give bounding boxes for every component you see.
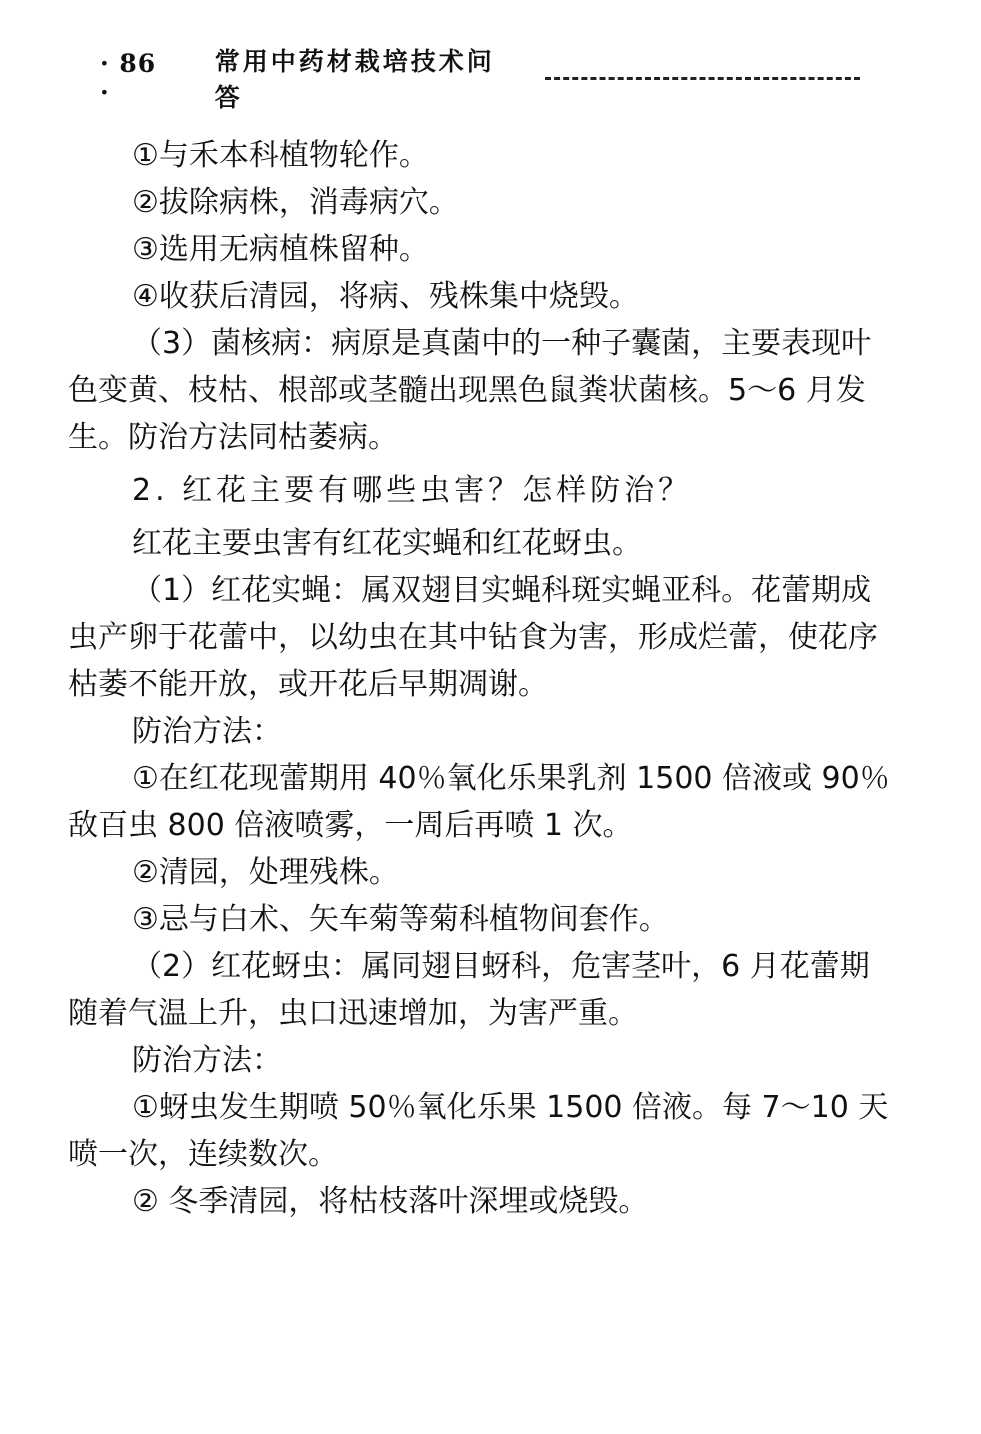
paragraph: 防治方法： — [132, 1043, 282, 1078]
book-title: 常用中药材栽培技术问答 — [214, 47, 495, 112]
paragraph: （3）菌核病：病原是真菌中的一种子囊菌，主要表现叶色变黄、枝枯、根部或茎髓出现黑色鼠粪状菌核。5～6 月发生。防治方法同枯萎病。 — [68, 326, 872, 455]
page-number: · 86 · — [100, 49, 157, 107]
paragraph: 红花主要虫害有红花实蝇和红花蚜虫。 — [132, 526, 642, 561]
section-question: 2. 红花主要有哪些虫害？怎样防治？ — [132, 473, 693, 508]
body-text — [68, 132, 894, 1225]
paragraph: ①与禾本科植物轮作。 — [132, 138, 429, 173]
paragraph: ③选用无病植株留种。 — [132, 232, 429, 267]
paragraph: （2）红花蚜虫：属同翅目蚜科，危害茎叶，6 月花蕾期随着气温上升，虫口迅速增加，为害严重。 — [68, 949, 870, 1031]
paragraph: ②拔除病株，消毒病穴。 — [132, 185, 459, 220]
paragraph: 防治方法： — [132, 714, 282, 749]
paragraph: ③忌与白术、矢车菊等菊科植物间套作。 — [132, 902, 669, 937]
paragraph: ①在红花现蕾期用 40％氧化乐果乳剂 1500 倍液或 90％敌百虫 800 倍液喷雾，一周后再喷 1 次。 — [68, 761, 890, 843]
header-rule — [545, 77, 860, 80]
running-header — [100, 47, 860, 112]
paragraph: （1）红花实蝇：属双翅目实蝇科斑实蝇亚科。花蕾期成虫产卵于花蕾中，以幼虫在其中钻食为害，形成烂蕾，使花序枯萎不能开放，或开花后早期凋谢。 — [68, 573, 878, 702]
paragraph: ② 冬季清园，将枯枝落叶深埋或烧毁。 — [132, 1184, 649, 1219]
paragraph: ①蚜虫发生期喷 50％氧化乐果 1500 倍液。每 7～10 天喷一次，连续数次。 — [68, 1090, 889, 1172]
paragraph: ④收获后清园，将病、残株集中烧毁。 — [132, 279, 639, 314]
paragraph: ②清园，处理残株。 — [132, 855, 399, 890]
